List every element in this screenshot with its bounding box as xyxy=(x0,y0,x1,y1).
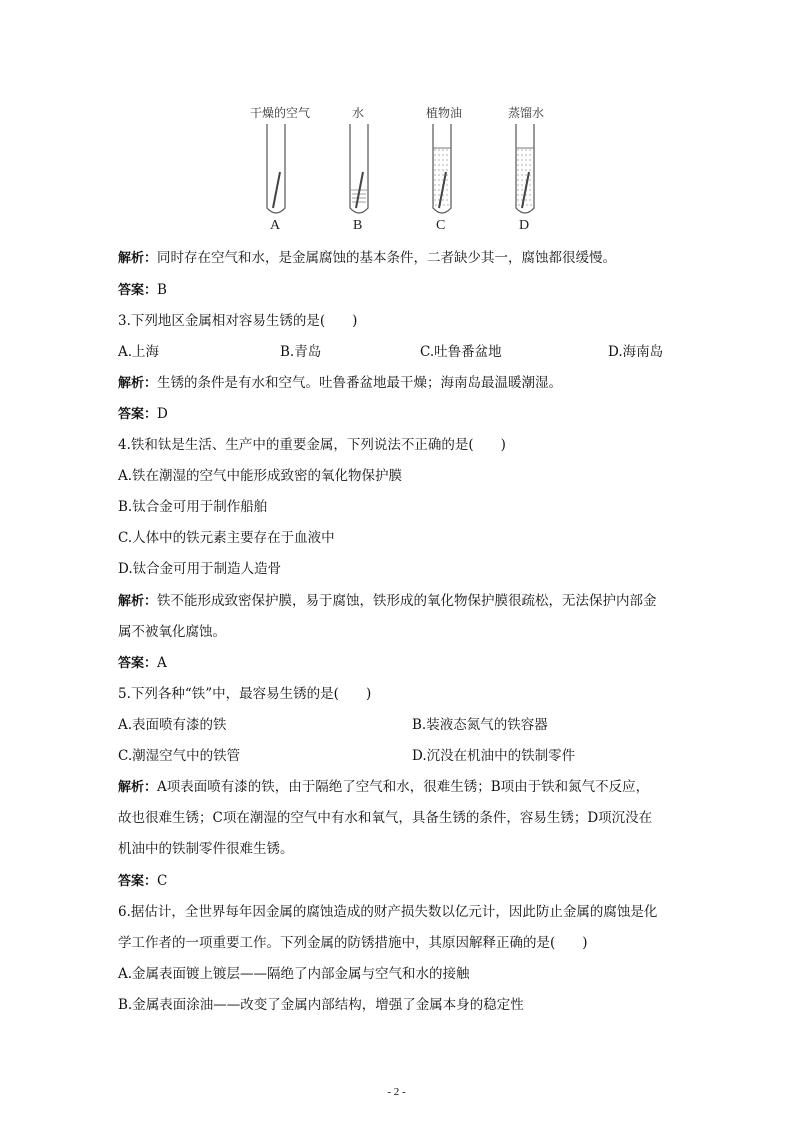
q2-analysis: 解析：同时存在空气和水，是金属腐蚀的基本条件，二者缺少其一，腐蚀都很缓慢。 xyxy=(118,250,617,266)
q3-option-b: B.青岛 xyxy=(280,344,322,360)
q3-option-c: C.吐鲁番盆地 xyxy=(420,344,502,360)
q5-option-d: D.沉没在机油中的铁制零件 xyxy=(412,748,576,764)
q4-analysis-2: 属不被氧化腐蚀。 xyxy=(118,624,226,640)
q5-analysis-2: 故也很难生锈；C项在潮湿的空气中有水和氧气，具备生锈的条件，容易生锈；D项沉没在 xyxy=(118,810,653,826)
q5-analysis-3: 机油中的铁制零件很难生锈。 xyxy=(118,841,294,857)
q3-analysis: 解析：生锈的条件是有水和空气。吐鲁番盆地最干燥；海南岛最温暖潮湿。 xyxy=(118,375,563,391)
q4-stem: 4.铁和钛是生活、生产中的重要金属，下列说法不正确的是( ) xyxy=(118,437,506,453)
q6-option-b: B.金属表面涂油——改变了金属内部结构，增强了金属本身的稳定性 xyxy=(118,997,524,1013)
tube-label-b: 水 xyxy=(352,106,365,120)
q4-option-d: D.钛合金可用于制造人造骨 xyxy=(118,561,282,577)
page-number: - 2 - xyxy=(387,1086,406,1098)
q5-option-b: B.装液态氮气的铁容器 xyxy=(412,717,548,733)
tube-letter-d: D xyxy=(519,218,530,233)
tube-label-a: 干燥的空气 xyxy=(250,106,311,120)
q3-stem: 3.下列地区金属相对容易生锈的是( ) xyxy=(118,313,358,329)
q4-answer: 答案：A xyxy=(118,655,167,671)
q5-analysis-1: 解析：A项表面喷有漆的铁，由于隔绝了空气和水，很难生锈；B项由于铁和氮气不反应， xyxy=(118,779,650,795)
nail-a xyxy=(273,172,280,208)
tube-label-c: 植物油 xyxy=(426,106,463,120)
q3-option-d: D.海南岛 xyxy=(608,344,664,360)
q3-option-a: A.上海 xyxy=(118,344,160,360)
nail-d xyxy=(522,172,529,208)
q5-answer: 答案：C xyxy=(118,873,168,889)
q4-option-a: A.铁在潮湿的空气中能形成致密的氧化物保护膜 xyxy=(118,468,403,484)
tube-a xyxy=(267,124,285,213)
q5-option-c: C.潮湿空气中的铁管 xyxy=(118,748,241,764)
q6-option-a: A.金属表面镀上镀层——隔绝了内部金属与空气和水的接触 xyxy=(118,966,470,982)
test-tube-figure xyxy=(240,100,570,240)
nail-c xyxy=(439,172,446,208)
q4-option-c: C.人体中的铁元素主要存在于血液中 xyxy=(118,530,335,546)
q6-stem-1: 6.据估计，全世界每年因金属的腐蚀造成的财产损失数以亿元计，因此防止金属的腐蚀是化 xyxy=(118,904,658,920)
tube-letter-c: C xyxy=(436,218,446,233)
q5-stem: 5.下列各种“铁”中，最容易生锈的是( ) xyxy=(118,686,372,702)
q6-stem-2: 学工作者的一项重要工作。下列金属的防锈措施中，其原因解释正确的是( ) xyxy=(118,935,588,951)
tube-letter-a: A xyxy=(270,218,281,233)
tube-letter-b: B xyxy=(353,218,363,233)
tube-d xyxy=(516,124,534,213)
tube-c xyxy=(433,124,451,213)
q4-analysis-1: 解析：铁不能形成致密保护膜，易于腐蚀，铁形成的氧化物保护膜很疏松，无法保护内部金 xyxy=(118,593,657,609)
q4-option-b: B.钛合金可用于制作船舶 xyxy=(118,499,268,515)
q2-answer: 答案：B xyxy=(118,282,167,298)
tube-b xyxy=(350,124,368,213)
q3-answer: 答案：D xyxy=(118,406,168,422)
q5-option-a: A.表面喷有漆的铁 xyxy=(118,717,227,733)
tube-label-d: 蒸馏水 xyxy=(508,106,545,120)
